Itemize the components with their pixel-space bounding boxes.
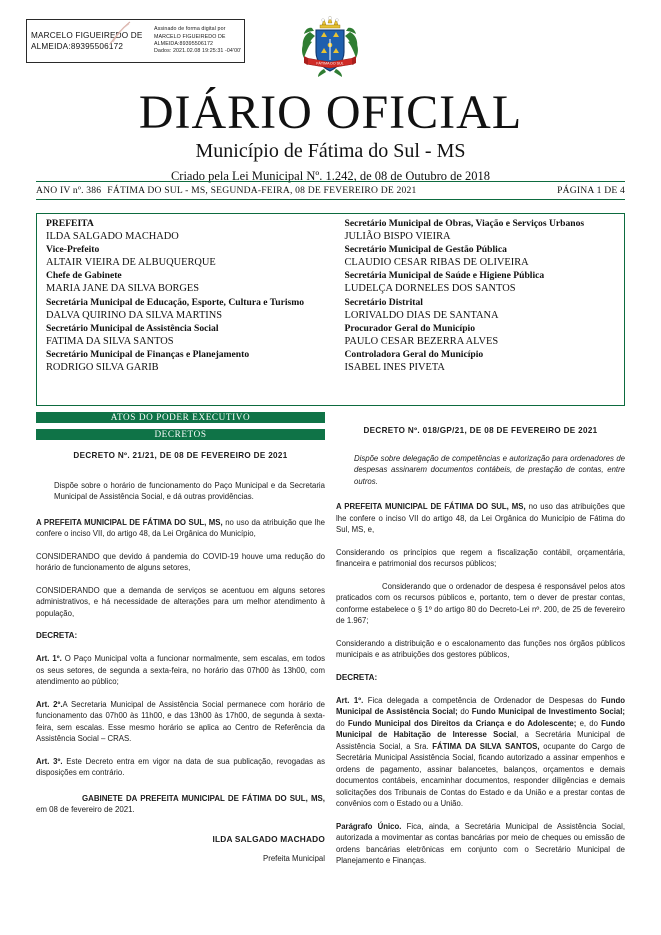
- decree-left-considerando-1: CONSIDERANDO que devido á pandemia do COVID-19 houve uma redução do horário de funcionamento de alguns setores,: [36, 551, 325, 573]
- official-name: ILDA SALGADO MACHADO: [46, 231, 179, 243]
- official-role: PREFEITA: [46, 218, 94, 229]
- decree-left-heading: DECRETO Nº. 21/21, DE 08 DE FEVEREIRO DE 2021: [73, 451, 288, 460]
- decree-right-considerando-1: Considerando os princípios que regem a fiscalização contábil, orçamentária, financeira e patrimonial dos recursos públicos;: [336, 547, 625, 569]
- preamble-authority-label: A PREFEITA MUNICIPAL DE FÁTIMA DO SUL, MS,: [36, 517, 223, 527]
- official-name: ISABEL INES PIVETA: [344, 362, 445, 374]
- official-name: JULIÃO BISPO VIEIRA: [344, 231, 451, 243]
- decree-right-considerando-2: [336, 581, 625, 627]
- signature-details: [151, 26, 244, 56]
- official-role: Secretário Municipal de Finanças e Planejamento: [46, 348, 250, 360]
- gabinete-date-text: em 08 de fevereiro de 2021.: [36, 805, 135, 815]
- paragrafo-unico-label: Parágrafo Único.: [336, 821, 402, 831]
- fund-name-4: Fundo Municipal de Habitação de Interesse Social: [336, 718, 625, 740]
- considerando-text: Considerando que o ordenador de despesa é responsável pelos atos praticados com os recursos públicos e, portanto, tem o dever de prestar contas, conforme estabelece o § 1º do artigo 80 do Decreto-Lei nº. 200, de 25 de fevereiro de 1.967;: [336, 581, 625, 626]
- decree-right-decreta-label: DECRETA:: [336, 672, 378, 682]
- signature-name-line-2: ALMEIDA:89395506172: [31, 42, 124, 51]
- official-role: Chefe de Gabinete: [46, 270, 122, 282]
- preamble-authority-label: A PREFEITA MUNICIPAL DE FÁTIMA DO SUL, MS,: [336, 502, 526, 512]
- official-name: CLAUDIO CESAR RIBAS DE OLIVEIRA: [344, 257, 529, 269]
- officials-column-right: [331, 217, 625, 405]
- decree-column-right: [336, 425, 625, 878]
- issue-page-number: PÁGINA 1 DE 4: [557, 185, 625, 196]
- paragrafo-unico-text: Fica, ainda, a Secretária Municipal de Assistência Social, autorizada a movimentar as contas bancárias por meio de cheques ou emissão de ordens bancárias eletrônicas em conjunto com o Secretário Municipal de Planejamento e Finanças.: [336, 821, 625, 866]
- designated-person-name: FÁTIMA DA SILVA SANTOS,: [432, 741, 540, 751]
- official-role: Vice-Prefeito: [46, 244, 100, 256]
- decree-right-preamble: [336, 501, 625, 536]
- official-name: ALTAIR VIEIRA DE ALBUQUERQUE: [46, 257, 216, 269]
- issue-number: ANO IV nº. 386: [36, 185, 102, 196]
- article-text: Este Decreto entra em vigor na data de sua publicação, revogadas as disposições em contrário.: [36, 756, 325, 778]
- preamble-authority-text: no uso da atribuição que lhe confere o inciso VII, do artigo 48, da Lei Orgânica do Município,: [36, 517, 325, 539]
- signature-name-line-1: MARCELO FIGUEIREDO DE: [31, 31, 143, 40]
- masthead: [0, 88, 661, 185]
- masthead-law-line: Criado pela Lei Municipal Nº. 1.242, de 08 de Outubro de 2018: [170, 169, 491, 183]
- decree-left-preamble: [36, 517, 325, 540]
- official-role: Secretária Municipal de Educação, Esporte, Cultura e Turismo: [46, 296, 305, 308]
- official-name: PAULO CESAR BEZERRA ALVES: [344, 335, 499, 347]
- official-name: RODRIGO SILVA GARIB: [46, 362, 159, 374]
- decree-left-article-3: [36, 756, 325, 779]
- article-text-3: do: [336, 718, 348, 728]
- official-name: MARIA JANE DA SILVA BORGES: [46, 283, 200, 295]
- decree-left-decreta-label: DECRETA:: [36, 631, 78, 641]
- section-banner-decretos: DECRETOS: [36, 429, 325, 440]
- page-title: DIÁRIO OFICIAL: [138, 86, 523, 139]
- article-text: A Secretaria Municipal de Assistência Social permanece com horário de funcionamento das 07h00 às 11h00, e das 13h00 às 17h00, de segunda à sexta-feira, sem escalas. Esse mesmo horário se aplica ao Centro de Referência da Assistência Social – CRAS.: [36, 699, 326, 744]
- signature-detail-line-3: ALMEIDA:89395506172: [154, 41, 214, 47]
- official-role: Secretária Municipal de Saúde e Higiene Pública: [344, 270, 545, 282]
- fund-name-3: Fundo Municipal dos Direitos da Criança e do Adolescente;: [347, 718, 577, 728]
- article-text-5: , a Secretária Municipal de Assistência Social, a Sra.: [336, 730, 625, 751]
- officials-column-left: [37, 217, 331, 405]
- decree-left-article-2: [36, 699, 325, 745]
- article-text-2: do: [457, 707, 472, 717]
- article-label: Art. 1º.: [336, 695, 364, 705]
- fund-name-2: Fundo Municipal de Investimento Social;: [471, 707, 626, 717]
- masthead-subtitle: Município de Fátima do Sul - MS: [195, 140, 466, 162]
- article-text-6: ocupante do Cargo de Secretária Municipal Assistência Social, ficando autorizado a assinar empenhos e ordens de pagamento, assinar balancetes, balanços, orçamentos e demais documentos contábeis, encaminhar documentos, responder diligências e demais solicitações dos Tribunais de Contas do Estado e da União e a prestar contas de convênios com o Estado ou a União.: [336, 741, 626, 809]
- official-role: Secretário Municipal de Assistência Social: [46, 322, 219, 334]
- article-text-1: Fica delegada a competência de Ordenador de Despesas do: [363, 695, 602, 705]
- official-role: Controladora Geral do Município: [344, 348, 484, 360]
- official-role: Secretário Distrital: [344, 296, 423, 308]
- decree-left-gabinete: [36, 793, 325, 816]
- decree-left-ementa: Dispõe sobre o horário de funcionamento do Paço Municipal e da Secretaria Municipal de Assistência Social, e dá outras providências.: [54, 481, 325, 502]
- issue-city-date: FÁTIMA DO SUL - MS, SEGUNDA-FEIRA, 08 DE FEVEREIRO DE 2021: [107, 185, 417, 196]
- official-role: Secretário Municipal de Gestão Pública: [344, 244, 507, 256]
- official-name: DALVA QUIRINO DA SILVA MARTINS: [46, 309, 223, 321]
- article-label: Art. 2º.: [36, 699, 63, 709]
- article-label: Art. 1º.: [36, 654, 62, 664]
- issue-info-bar: [36, 181, 625, 200]
- decree-left-considerando-2: CONSIDERANDO que a demanda de serviços se acentuou em alguns setores administrativos, e há necessidade de alterações para um melhor atendimento à população,: [36, 585, 325, 618]
- official-name: LUDELÇA DORNELES DOS SANTOS: [344, 283, 516, 295]
- official-role: Procurador Geral do Município: [344, 322, 475, 334]
- official-name: FATIMA DA SILVA SANTOS: [46, 335, 174, 347]
- decree-left-article-1: [36, 653, 325, 688]
- section-banner-atos-do-poder-executivo: ATOS DO PODER EXECUTIVO: [36, 412, 325, 423]
- svg-text:FÁTIMA DO SUL: FÁTIMA DO SUL: [316, 61, 344, 66]
- decree-right-paragrafo-unico: [336, 821, 625, 867]
- decree-right-considerando-3: Considerando a distribuição e o escalonamento das funções nos órgãos públicos municipais e as atribuições dos gestores públicos,: [336, 638, 625, 660]
- fund-name-1: Fundo Municipal de Assistência Social;: [336, 695, 625, 717]
- article-label: Art. 3º.: [36, 756, 63, 766]
- preamble-authority-text: no uso das atribuições que lhe confere o inciso VII do artigo 48, da Lei Orgânica do Município de Fátima do Sul, MS, e,: [336, 502, 625, 535]
- signature-signer-name: [27, 30, 151, 52]
- signature-detail-line-1: Assinado de forma digital por: [154, 26, 226, 33]
- signature-detail-line-4: Dados: 2021.02.08 19:25:31 -04'00': [154, 48, 242, 55]
- decree-right-article-1: [336, 695, 625, 810]
- article-text: O Paço Municipal volta a funcionar normalmente, sem escalas, em todos os seus setores, de segunda a sexta-feira, no horário das 07h00 às 13h00, com atendimento ao público;: [36, 654, 325, 687]
- gabinete-bold-text: GABINETE DA PREFEITA MUNICIPAL DE FÁTIMA DO SUL, MS,: [82, 793, 325, 803]
- officials-box: [36, 213, 625, 406]
- official-name: LORIVALDO DIAS DE SANTANA: [344, 309, 499, 321]
- digital-signature-stamp: [26, 19, 245, 63]
- decree-left-signature-name: ILDA SALGADO MACHADO: [212, 833, 325, 844]
- decree-right-ementa: Dispõe sobre delegação de competências e autorização para ordenadores de despesas assinarem documentos contábeis, de prestação de contas, entre outros.: [354, 454, 625, 486]
- coat-of-arms-icon: [298, 14, 362, 84]
- decree-right-heading: DECRETO Nº. 018/GP/21, DE 08 DE FEVEREIRO DE 2021: [363, 426, 598, 435]
- signature-detail-line-2: MARCELO FIGUEIREDO DE: [154, 33, 226, 40]
- decree-left-signature-role: Prefeita Municipal: [263, 853, 325, 863]
- decree-column-left: [36, 450, 325, 863]
- article-text-4: e, do: [576, 718, 602, 728]
- official-role: Secretário Municipal de Obras, Viação e Serviços Urbanos: [344, 218, 585, 229]
